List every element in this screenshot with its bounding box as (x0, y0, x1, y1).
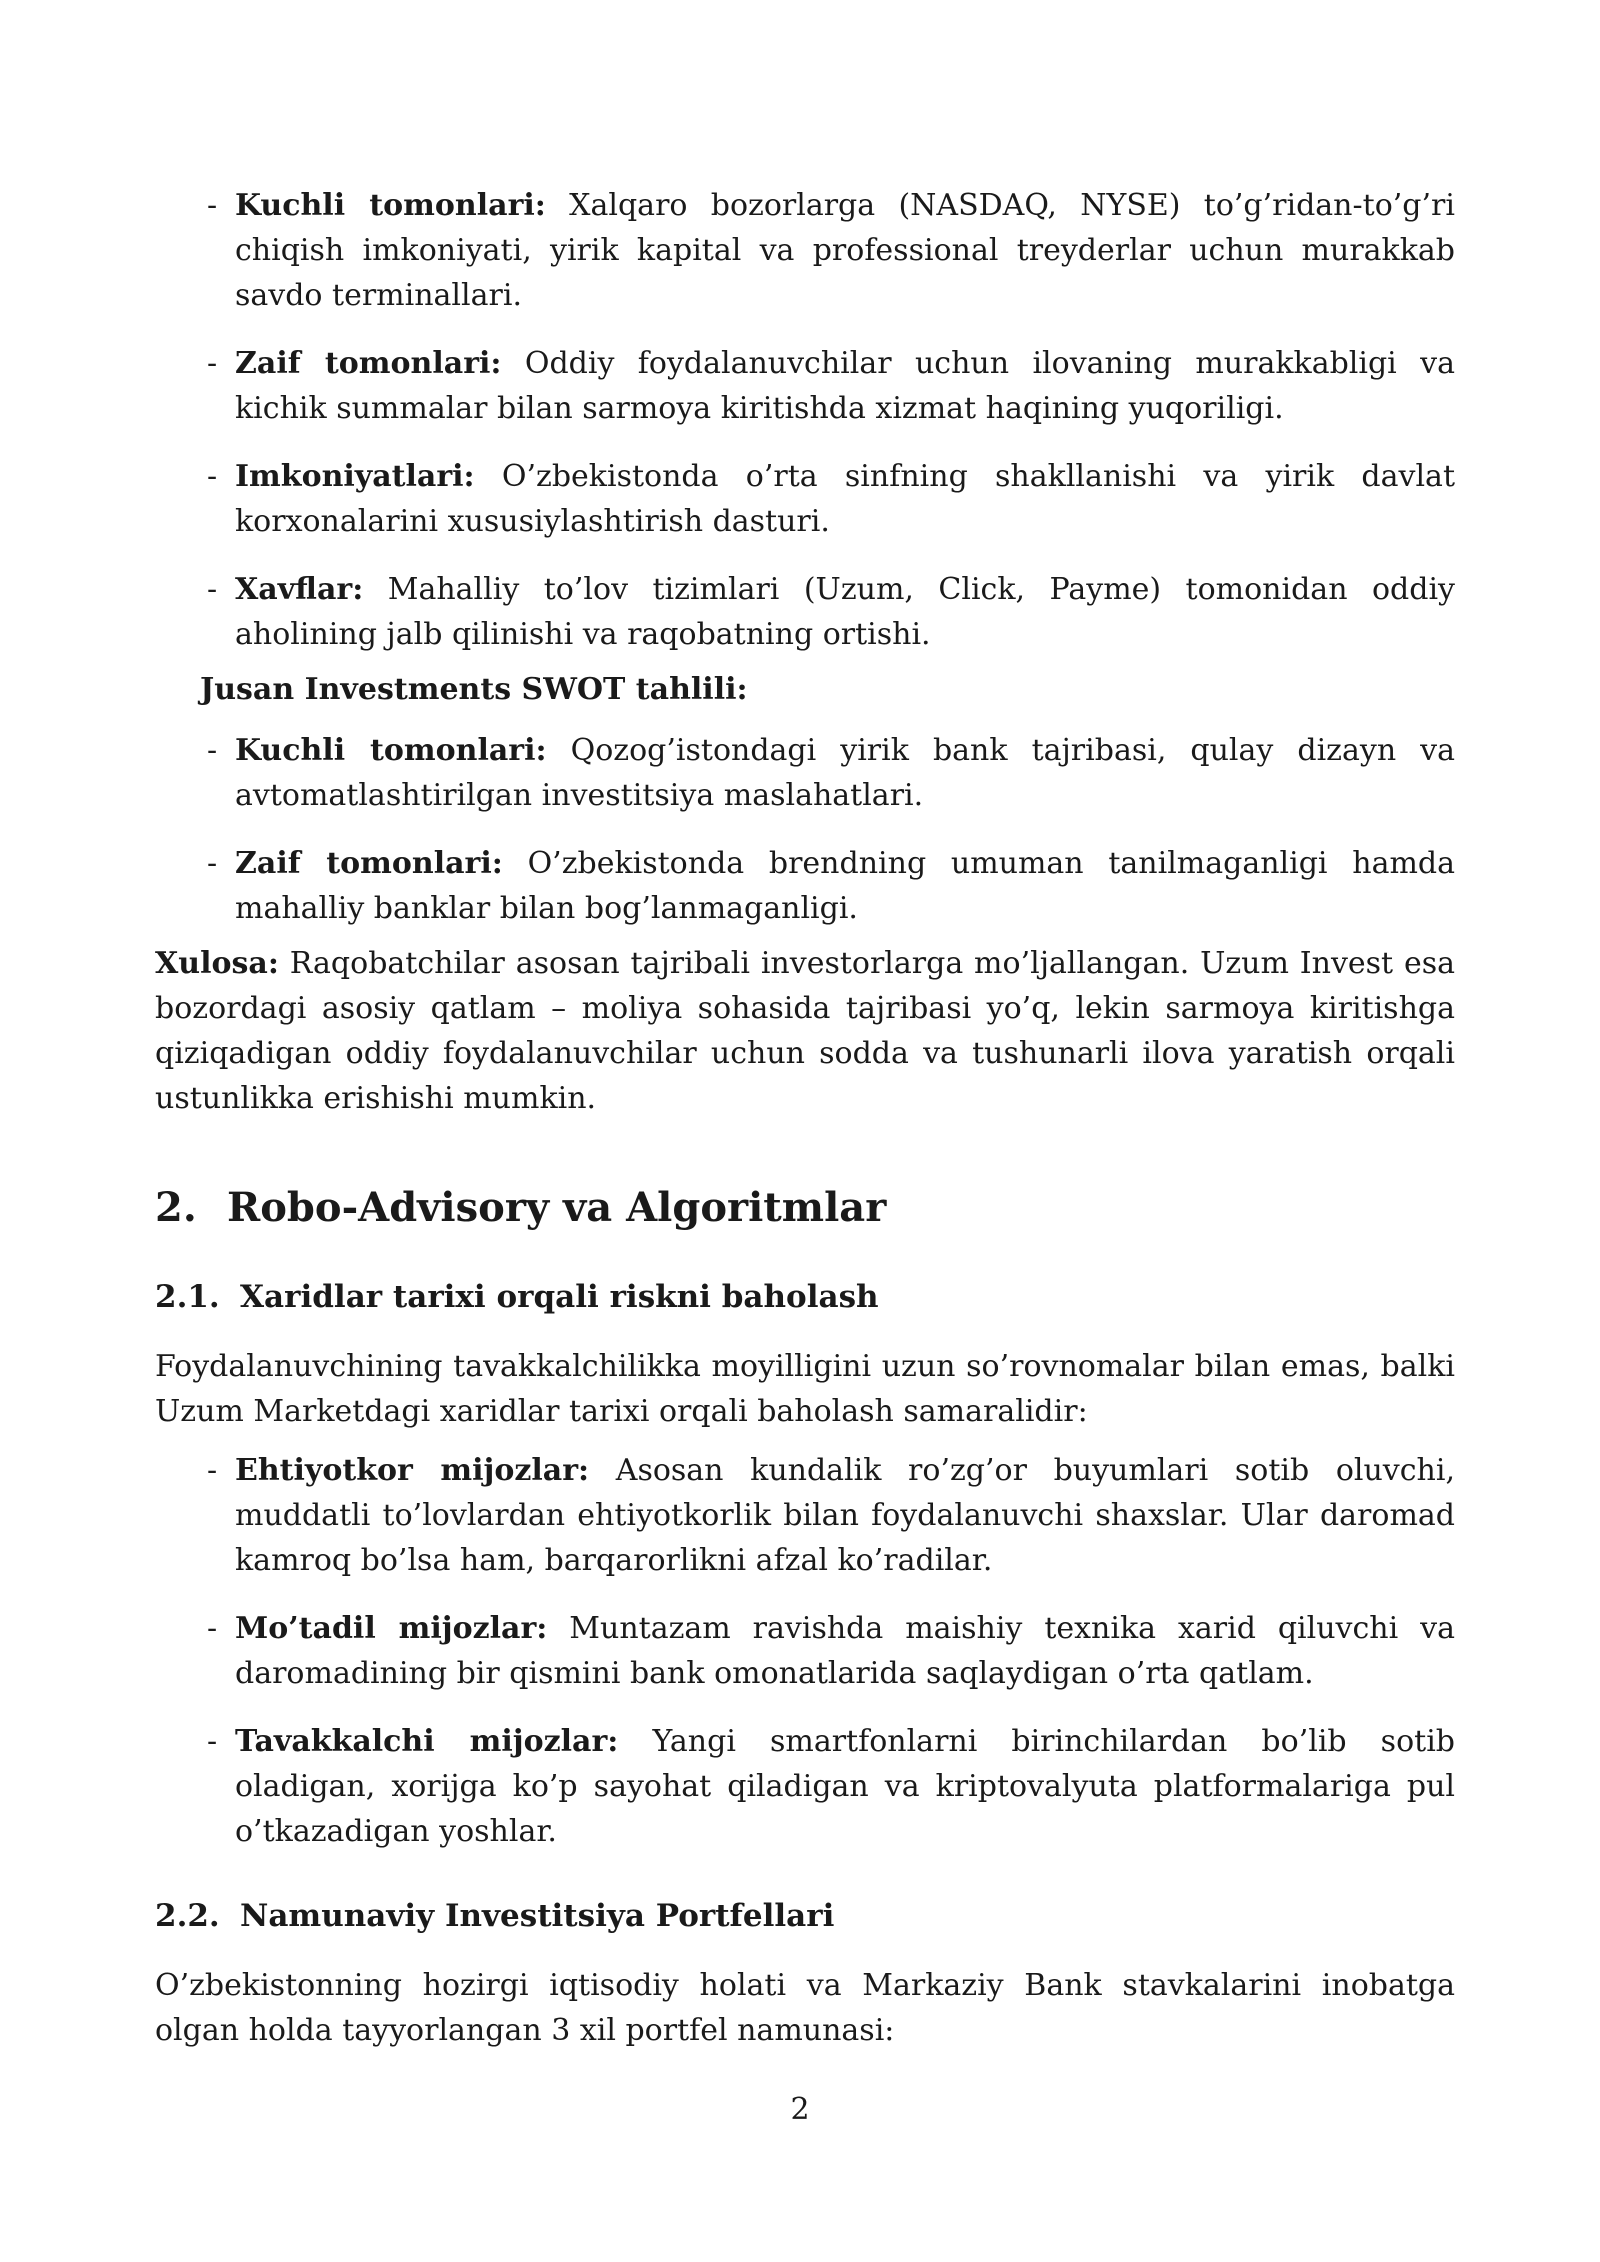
list-item: - Xavflar: Mahalliy to’lov tizimlari (Uzum, Click, Payme) tomonidan oddiy aholining jalb qilinishi va raqobatning ortishi. (207, 572, 1455, 652)
list-item: - Imkoniyatlari: O’zbekistonda o’rta sinfning shakllanishi va yirik davlat korxonalarini xususiylashtirish dasturi. (207, 459, 1455, 539)
item-text: Asosan kundalik ro’zg’or buyumlari sotib oluvchi, muddatli to’lovlardan ehtiyotkorlik bilan foydalanuvchi shaxslar. Ular daromad kamroq bo’lsa ham, barqarorlikni afzal ko’radilar. (235, 1453, 1455, 1578)
item-label: Zaif tomonlari: (235, 346, 502, 381)
conclusion-label: Xulosa: (155, 946, 279, 981)
subsection-heading (155, 1894, 1455, 1939)
subsection-intro: O’zbekistonning hozirgi iqtisodiy holati va Markaziy Bank stavkalarini inobatga olgan holda tayyorlangan 3 xil portfel namunasi: (155, 1968, 1455, 2048)
subsection-number: 2.2. (155, 1898, 220, 1934)
section-number: 2. (155, 1184, 197, 1231)
swot-list-previous (155, 183, 1455, 657)
list-item: - Mo’tadil mijozlar: Muntazam ravishda maishiy texnika xarid qiluvchi va daromadining bir qismini bank omonatlarida saqlaydigan o’rta qatlam. (207, 1611, 1455, 1691)
list-item: - Ehtiyotkor mijozlar: Asosan kundalik ro’zg’or buyumlari sotib oluvchi, muddatli to’lovlardan ehtiyotkorlik bilan foydalanuvchi shaxslar. Ular daromad kamroq bo’lsa ham, barqarorlikni afzal ko’radilar. (207, 1453, 1455, 1578)
section-heading (155, 1183, 1455, 1233)
conclusion-text: Raqobatchilar asosan tajribali investorlarga mo’ljallangan. Uzum Invest esa bozordagi asosiy qatlam – moliya sohasida tajribasi yo’q, lekin sarmoya kiritishga qiziqadigan oddiy foydalanuvchilar uchun sodda va tushunarli ilova yaratish orqali ustunlikka erishishi mumkin. (155, 946, 1455, 1116)
conclusion-paragraph (155, 941, 1455, 1121)
item-text: Yangi smartfonlarni birinchilardan bo’lib sotib oladigan, xorijga ko’p sayohat qiladigan va kriptovalyuta platformalariga pul o’tkazadigan yoshlar. (235, 1724, 1455, 1849)
list-item: - Kuchli tomonlari: Qozog’istondagi yirik bank tajribasi, qulay dizayn va avtomatlashtirilgan investitsiya maslahatlari. (207, 733, 1456, 813)
item-text: Oddiy foydalanuvchilar uchun ilovaning murakkabligi va kichik summalar bilan sarmoya kiritishda xizmat haqining yuqoriligi. (235, 346, 1455, 426)
list-item: - Zaif tomonlari: Oddiy foydalanuvchilar uchun ilovaning murakkabligi va kichik summalar bilan sarmoya kiritishda xizmat haqining yuqoriligi. (207, 346, 1455, 426)
subsection-intro: Foydalanuvchining tavakkalchilikka moyilligini uzun so’rovnomalar bilan emas, balki Uzum Marketdagi xaridlar tarixi orqali baholash samaralidir: (155, 1349, 1455, 1429)
client-types-list (155, 1448, 1455, 1854)
item-text: Xalqaro bozorlarga (NASDAQ, NYSE) to’g’ridan-to’g’ri chiqish imkoniyati, yirik kapital va professional treyderlar uchun murakkab savdo terminallari. (235, 188, 1455, 313)
subsection-title: Namunaviy Investitsiya Portfellari (240, 1898, 835, 1934)
item-label: Kuchli tomonlari: (235, 733, 547, 768)
item-label: Zaif tomonlari: (235, 846, 503, 881)
subsection-heading (155, 1275, 1455, 1320)
subsection-title: Xaridlar tarixi orqali riskni baholash (240, 1279, 879, 1315)
item-text: Muntazam ravishda maishiy texnika xarid qiluvchi va daromadining bir qismini bank omonatlarida saqlaydigan o’rta qatlam. (235, 1611, 1455, 1691)
item-label: Xavflar: (235, 572, 364, 607)
item-label: Imkoniyatlari: (235, 459, 475, 494)
list-item: - Zaif tomonlari: O’zbekistonda brendning umuman tanilmaganligi hamda mahalliy banklar bilan bog’lanmaganligi. (207, 846, 1455, 926)
list-item: - Kuchli tomonlari: Xalqaro bozorlarga (NASDAQ, NYSE) to’g’ridan-to’g’ri chiqish imkoniyati, yirik kapital va professional treyderlar uchun murakkab savdo terminallari. (207, 188, 1455, 313)
jusan-swot-heading: Jusan Investments SWOT tahlili: (200, 672, 748, 707)
item-text: Mahalliy to’lov tizimlari (Uzum, Click, Payme) tomonidan oddiy aholining jalb qilinishi va raqobatning ortishi. (235, 572, 1455, 652)
subsection-number: 2.1. (155, 1279, 220, 1315)
section-title: Robo-Advisory va Algoritmlar (227, 1184, 887, 1231)
jusan-swot-list (155, 728, 1455, 931)
item-label: Kuchli tomonlari: (235, 188, 546, 223)
item-text: O’zbekistonda o’rta sinfning shakllanishi va yirik davlat korxonalarini xususiylashtirish dasturi. (235, 459, 1455, 539)
item-text: O’zbekistonda brendning umuman tanilmaganligi hamda mahalliy banklar bilan bog’lanmaganligi. (235, 846, 1455, 926)
item-text: Qozog’istondagi yirik bank tajribasi, qulay dizayn va avtomatlashtirilgan investitsiya maslahatlari. (235, 733, 1456, 813)
item-label: Tavakkalchi mijozlar: (235, 1724, 619, 1759)
item-label: Mo’tadil mijozlar: (235, 1611, 548, 1646)
page-number: 2 (790, 2092, 810, 2127)
page-content (155, 183, 1455, 2053)
list-item: - Tavakkalchi mijozlar: Yangi smartfonlarni birinchilardan bo’lib sotib oladigan, xorijga ko’p sayohat qiladigan va kriptovalyuta platformalariga pul o’tkazadigan yoshlar. (207, 1724, 1455, 1849)
item-label: Ehtiyotkor mijozlar: (235, 1453, 590, 1488)
